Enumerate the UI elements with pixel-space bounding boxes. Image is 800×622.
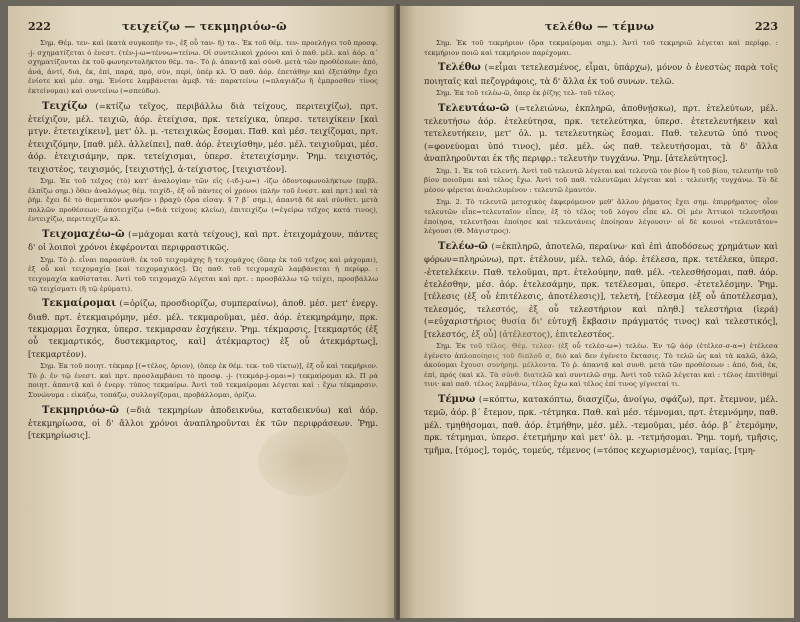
entry-headword: Τεκμηριόω-ῶ — [42, 404, 119, 416]
entry-text: (=διὰ τεκμηρίων ἀποδεικνύω, καταδεικνύω) καὶ ἀόρ. ἐτεκμηρίωσα, οἱ δ' ἄλλοι χρόνοι ἀναπληροῦνται ἐκ τῶν περιφράσεων. Ῥημ. [τεκμηρίωσις]. — [28, 404, 378, 441]
entry-text: (=τελειώνω, ἐκπληρῶ, ἀποθνῄσκω), πρτ. ἐτελεύτων, μέλ. τελευτήσω ἀόρ. ἐτελεύτησα, πρκ. τετελεύτηκα, ὑπερσ. ἐτετελευτήκειν καὶ τετελευτήκειν, μετ' ὀλ. μ. τετελευτηκὼς ἔσομαι. Παθ. τελευτῶ ὑπό τινος (=φονεύομαι ὑπό τινος), μέσ. μέλ. ὡς παθ. τελευτήσομαι, τὰ δ' ἄλλα ἀναπληροῦνται ἐκ τῆς περιφρ.: τελευτὴν τυγχάνω. Ῥημ. [ἀτελεύτητος]. — [424, 102, 778, 164]
dictionary-entry — [424, 102, 778, 165]
right-page-header — [424, 20, 778, 33]
entry-note: Σημ. Τὸ ῥ. εἶναι παρασύνθ. ἐκ τοῦ τειχομάχης ἢ τειχομάχος (ὅπερ ἐκ τοῦ τεῖχος καὶ μάχομαι), ἐξ οὗ καὶ τειχομαχία [καὶ τειχομαχικός]. Ὡς παθ. τοῦ τειχομαχῶ λαμβάνεται ἡ περίφρ. : τειχομαχία καθίσταται. Ἀντὶ τοῦ τειχομαχῶ λέγεται καὶ πρτ. : προσβάλλω τῷ τείχει, προσβάλλω τῷ τειχίσματι (ἢ τῷ ἐρύματι). — [28, 255, 378, 293]
dictionary-entry — [424, 393, 778, 456]
entry-note: Σημ. Ἐκ τοῦ τεῖχος (τό) κατ' ἀναλογίαν τῶν εἰς (-ιδ-j-ω=) -ίζω ὁδοντοφωνολήκτων (πρβλ. ἐλπίζω σημ.) ὅθεν ἀναλόγως θέμ. τειχίδ-, ἐξ οὗ πάντες οἱ χρόνοι (πλὴν τοῦ ἐνεστ. καὶ πρτ.) καὶ τὰ ῥήμ. ἔχει δὲ τὸ θεματικὸν φωνῆεν ι βραχὺ (ὅρα εἰσαγ. § 7 β´ σημ.), ἀπαντᾷ δὲ καὶ σύνθετ. μετὰ πολλῶν προθέσεων: ἀποτειχίζω (=διὰ τείχους κλείω), ἐπιτειχίζω (=ἐγείρω τεῖχος κατά τινος), ἐντειχίζω, περιτειχίζω κλ. — [28, 177, 378, 224]
running-head: τειχείζω — τεκμηριόω-ῶ — [122, 20, 287, 33]
page-number: 222 — [28, 20, 51, 33]
entry-headword: Τελευτάω-ῶ — [438, 102, 510, 114]
left-page-header — [28, 20, 378, 33]
dictionary-entry — [28, 297, 378, 360]
entry-text: (=ἐκπληρῶ, ἀποτελῶ, περαίνω· καὶ ἐπὶ ἀποδόσεως χρημάτων καὶ φόρων=πληρώνω), πρτ. ἐτέλουν, μέλ. τελῶ, ἀόρ. ἐτέλεσα, πρκ. τετέλεκα, ὑπερσ. -ἐτετελέκειν. Παθ. τελοῦμαι, πρτ. ἐτελούμην, παθ. μέλ. -τελεσθήσομαι, παθ. ἀόρ. ἐτελέσθην, μέσ. ἀόρ. ἐτελεσάμην, πρκ. τετέλεσμαι, ὑπερσ. -ἐτετελέσμην. Ῥημ. [τέλεσις (ἐξ οὗ ἐπιτέλεσις, ἀποτέλεσις)], τελετή, [τέλεσμα (ἐξ οὗ ἀποτέλεσμα), τελεσμός, τελεστός, ἐξ οὗ τελεστήριον καὶ πληθ.] τελεστήρια (ἱερά) (=εὐχαριστήριος θυσία δι' εὐτυχῆ ἔκβασιν πράγματός τινος) καὶ τελεστικός], [τελεστός, ἐξ οὗ] (ἀτέλεστος), ἐπιτελεστέος. — [424, 240, 778, 339]
running-head: τελέθω — τέμνω — [544, 20, 655, 33]
entry-note: Σημ. Θέμ. τεν- καὶ (κατὰ συγκοπὴν τν-, ἐξ οὗ ταν- ἢ) τα-. Ἐκ τοῦ θέμ. τεν- προελήγει τοῦ προσφ. -j- σχηματίζεται ὁ ἐνεστ. (τέν-j-ω=τέννω=τείνω. Οἱ συντελικοὶ χρόνοι καὶ ὁ παθ. μέλ. καὶ ἀόρ. α´ σχηματίζονται ἐκ τοῦ φωνηεντολήκτου θέμ. τα-. Τὸ ῥ. ἀπαντᾷ καὶ σύνθ. μετὰ τῶν προθέσεων: ἀπό, ἀνά, ἀντί, διά, ἐκ, ἐπί, παρά, πρό, σύν, περί, ὑπέρ κλ. Ὁ παθ. ἀόρ. ἐπετάθην καὶ ἐξετάθην ἔχει ἐνίοτε καὶ μέσ. σημ. Ἐνίοτε λαμβάνεται ἀμεβ. τά: παρατείνω (=πλαγιάζω ἢ ἐμπροσθεν τίνος ἐκτείνομαι) καὶ συντείνω (=σπεύδω). — [28, 39, 378, 95]
page-number: 223 — [755, 20, 778, 33]
entry-text: (=μάχομαι κατὰ τείχους), καὶ πρτ. ἐτειχομάχουν, πάντες δ' οἱ λοιποὶ χρόνοι ἐκφέρονται περιφραστικῶς. — [28, 228, 378, 253]
entry-text: (=ὁρίζω, προσδιορίζω, συμπεραίνω), ἀποθ. μέσ. μετ' ἐνεργ. διαθ. πρτ. ἐτεκμαιρόμην, μέσ. μέλ. τεκμαροῦμαι, μέσ. ἀόρ. ἐτεκμηράμην, πρκ. τεκμαρμαι ἔσχηκα, ὑπερσ. τεκμαρσαν ἐσχήκειν. Ῥημ. τέκμαρσις, [τεκμαρτός (ἐξ οὗ τεκμαρτικός, δυστεκμαρτος, καὶ] ἀτέκμαρτος) ἐξ οὗ ἀτεκμάρτως], [τεκμαρτέον). — [28, 298, 378, 359]
entry-text: (=κόπτω, κατακόπτω, διασχίζω, ἀνοίγω, σφάζω), πρτ. ἔτεμνον, μέλ. τεμῶ, ἀόρ. β´ ἔτεμον, πρκ. -τέτμηκα. Παθ. καὶ μέσ. τέμνομαι, πρτ. ἐτεμνόμην, παθ. μέλ. τμηθήσομαι, παθ. ἀόρ. ἐτμήθην, μέσ. μέλ. -τεμοῦμαι, μέσ. ἀόρ. β´ ἐτεμόμην, πρκ. τέτμημαι, ὑπερσ. ἐτετμήμην καὶ μετ' ὀλ. μ. -τετμήσομαι. Ῥημ. τομή, τμῆσις, τμῆμα, [τόμος], τομός, τομεύς, τέμενος (=τόπος κεχωρισμένος), ταμίας, [τμη- — [424, 394, 778, 455]
dictionary-entry — [28, 100, 378, 175]
right-page — [400, 6, 794, 618]
left-page — [8, 6, 396, 618]
entry-note: Σημ. 2. Τὸ τελευτῶ μετοχικὸς ἐκφερόμενον μεθ' ἄλλου ῥήματος ἔχει σημ. ἐπιρρήματος· οἷον τελευτῶν εἶπε=τελευταῖον εἶπεν, ἐξ τὸ τέλος τοῦ λόγου εἶπε κλ. Οἱ μὲν Ἀττικοὶ τελευτῆσαι ἐποίησα, τελευτῆσαι ἐποίησε καὶ τελευτάνεις ἐποίησαν λέγουσιν· οἱ δὲ κοινοὶ «τελευτᾶτον» λέγουσι (Θ. Μάγιστρος). — [424, 198, 778, 236]
entry-headword: Τελέω-ῶ — [438, 240, 488, 252]
entry-headword: Τέμνω — [438, 394, 476, 405]
entry-note: Σημ. Ἐκ τοῦ ποιητ. τέκμαρ [(=τέλος, ὅριον), (ὅπερ ἐκ θέμ. τεκ- τοῦ τίκτω)], ἐξ οὗ καὶ τεκμήριον. Τὸ ῥ. ἐν τῷ ἐνεστ. καὶ πρτ. προσλαμβάνει τὸ προσφ. -j- (τεκμάρ-j-ομαι=) τεκμαίρομαι κλ. Π ρά ποιητ. ἀπαντᾷ καὶ ὁ ἐνεργ. τύπος τεκμαίρω. Ἀντὶ τοῦ τεκμαίρομαι λέγεται καὶ : ἔχω τέκμαρσιν. Συνώνυμα : εἰκάζω, τοπάζω, συλλογίζομαι, προβάλλομαι, ὁρίζω. — [28, 362, 378, 399]
entry-text: (=εἶμαι τετελεσμένος, εἶμαι, ὑπάρχω), μόνον ὁ ἐνεστὼς παρὰ τοῖς ποιηταῖς καὶ πεζογράφοις, τὰ δ' ἄλλα ἐκ τοῦ συνων. τελῶ. — [424, 62, 778, 86]
dictionary-entry — [424, 240, 778, 340]
entry-text: (=κτίζω τεῖχος, περιβάλλω διὰ τείχους, περιτειχίζω), πρτ. ἐτείχιζον, μέλ. τειχιῶ, ἀόρ. ἐτείχισα, πρκ. τετείχικα, ὑπερσ. τετειχίκειν [καὶ μτγν. ἐτετειχίκειν], μετ' ὀλ. μ. -τετειχικὼς ἔσομαι. Παθ. καὶ μέσ. τειχίζομαι, πρτ. ἐτειχιζόμην, [παθ. μέλ. ἀλλείπει], παθ. ἀόρ. ἐτειχίσθην, μέσ. μέλ. τειχιοῦμαι, μέσ. ἀόρ. ἐτειχισάμην, πρκ. τετείχισμαι, ὑπερσ. ἐτετειχίσμην. Ῥημ. τειχιστός, τειχιστέος, τειχισμός, [τειχιστής], ἀ-τείχιστος, [τειχιστέον]. — [28, 100, 379, 174]
left-page-body — [28, 39, 378, 442]
entry-note: Σημ. Ἐκ τοῦ τέλος. Θέμ. τελεσ- (ἐξ οὗ τελέσ-ω=) τελέω. Ἐν τῷ ἀόρ (ἐτέλεσ-σ-α=) ἐτέλεσα ἐγένετο ἁπλοποίησις τοῦ διπλοῦ σ, διὸ καὶ δεν ἐγένετο ἔκτασις. Τὸ τελῶ ὡς καὶ τὰ καλῶ, ἀλῶ, ἀκούομαι ἔχουσι συνήρημ. μέλλοντα. Τὸ ῥ. ἀπαντᾷ καὶ συνθ. μετὰ τῶν προθέσεων : ἀπό, διά, ἐκ, ἐπί, πρός (καὶ κλ. Τὰ σύνθ. διατελῶ καὶ συντελῶ σημ. Ἀντὶ τοῦ τελῶ λέγεται καὶ : τέλος ἐπιτίθημί τινι· καὶ παθ. τέλος λαμβάνω, τέλος ἔχω καὶ τέλος ἐπί τινος γίγνεταί τι. — [424, 342, 778, 389]
dictionary-entry — [28, 228, 378, 254]
entry-note: Σημ. Ἐκ τοῦ τεκμήριον (ὅρα τεκμαίρομαι σημ.). Ἀντὶ τοῦ τεκμηριῶ λέγεται καὶ περίφρ. : τεκμήριον ποιῶ καὶ τεκμήριον παρέχομαι. — [424, 39, 778, 57]
entry-headword: Τειχομαχέω-ῶ — [42, 228, 125, 240]
dictionary-entry — [28, 404, 378, 442]
entry-headword: Τεκμαίρομαι — [42, 298, 117, 310]
entry-headword: Τελέθω — [438, 62, 481, 74]
entry-note: Σημ. 1. Ἐκ τοῦ τελευτή. Ἀντὶ τοῦ τελευτῶ λέγεται καὶ τελευτῶ τὸν βίον ἢ τοῦ βίου, τελευτὴν τοῦ βίου ποιοῦμαι καὶ τέλος ἔχω. Ἀντὶ τοῦ παθ. τελευτῶμαι λέγεται καὶ : τελευτῆς τυγχάνω. Τὸ δὲ μέσον φέρεται ἀναλελυμένον : τελευτῶ ἐμαυτόν. — [424, 166, 778, 194]
entry-headword: Τειχίζω — [42, 100, 88, 112]
right-page-body — [424, 39, 778, 456]
dictionary-entry — [424, 61, 778, 87]
entry-note: Σημ. Ἐκ τοῦ τελέω-ῶ, ὅπερ ἐκ ῥίζης τελ- τοῦ τέλος. — [436, 89, 616, 97]
